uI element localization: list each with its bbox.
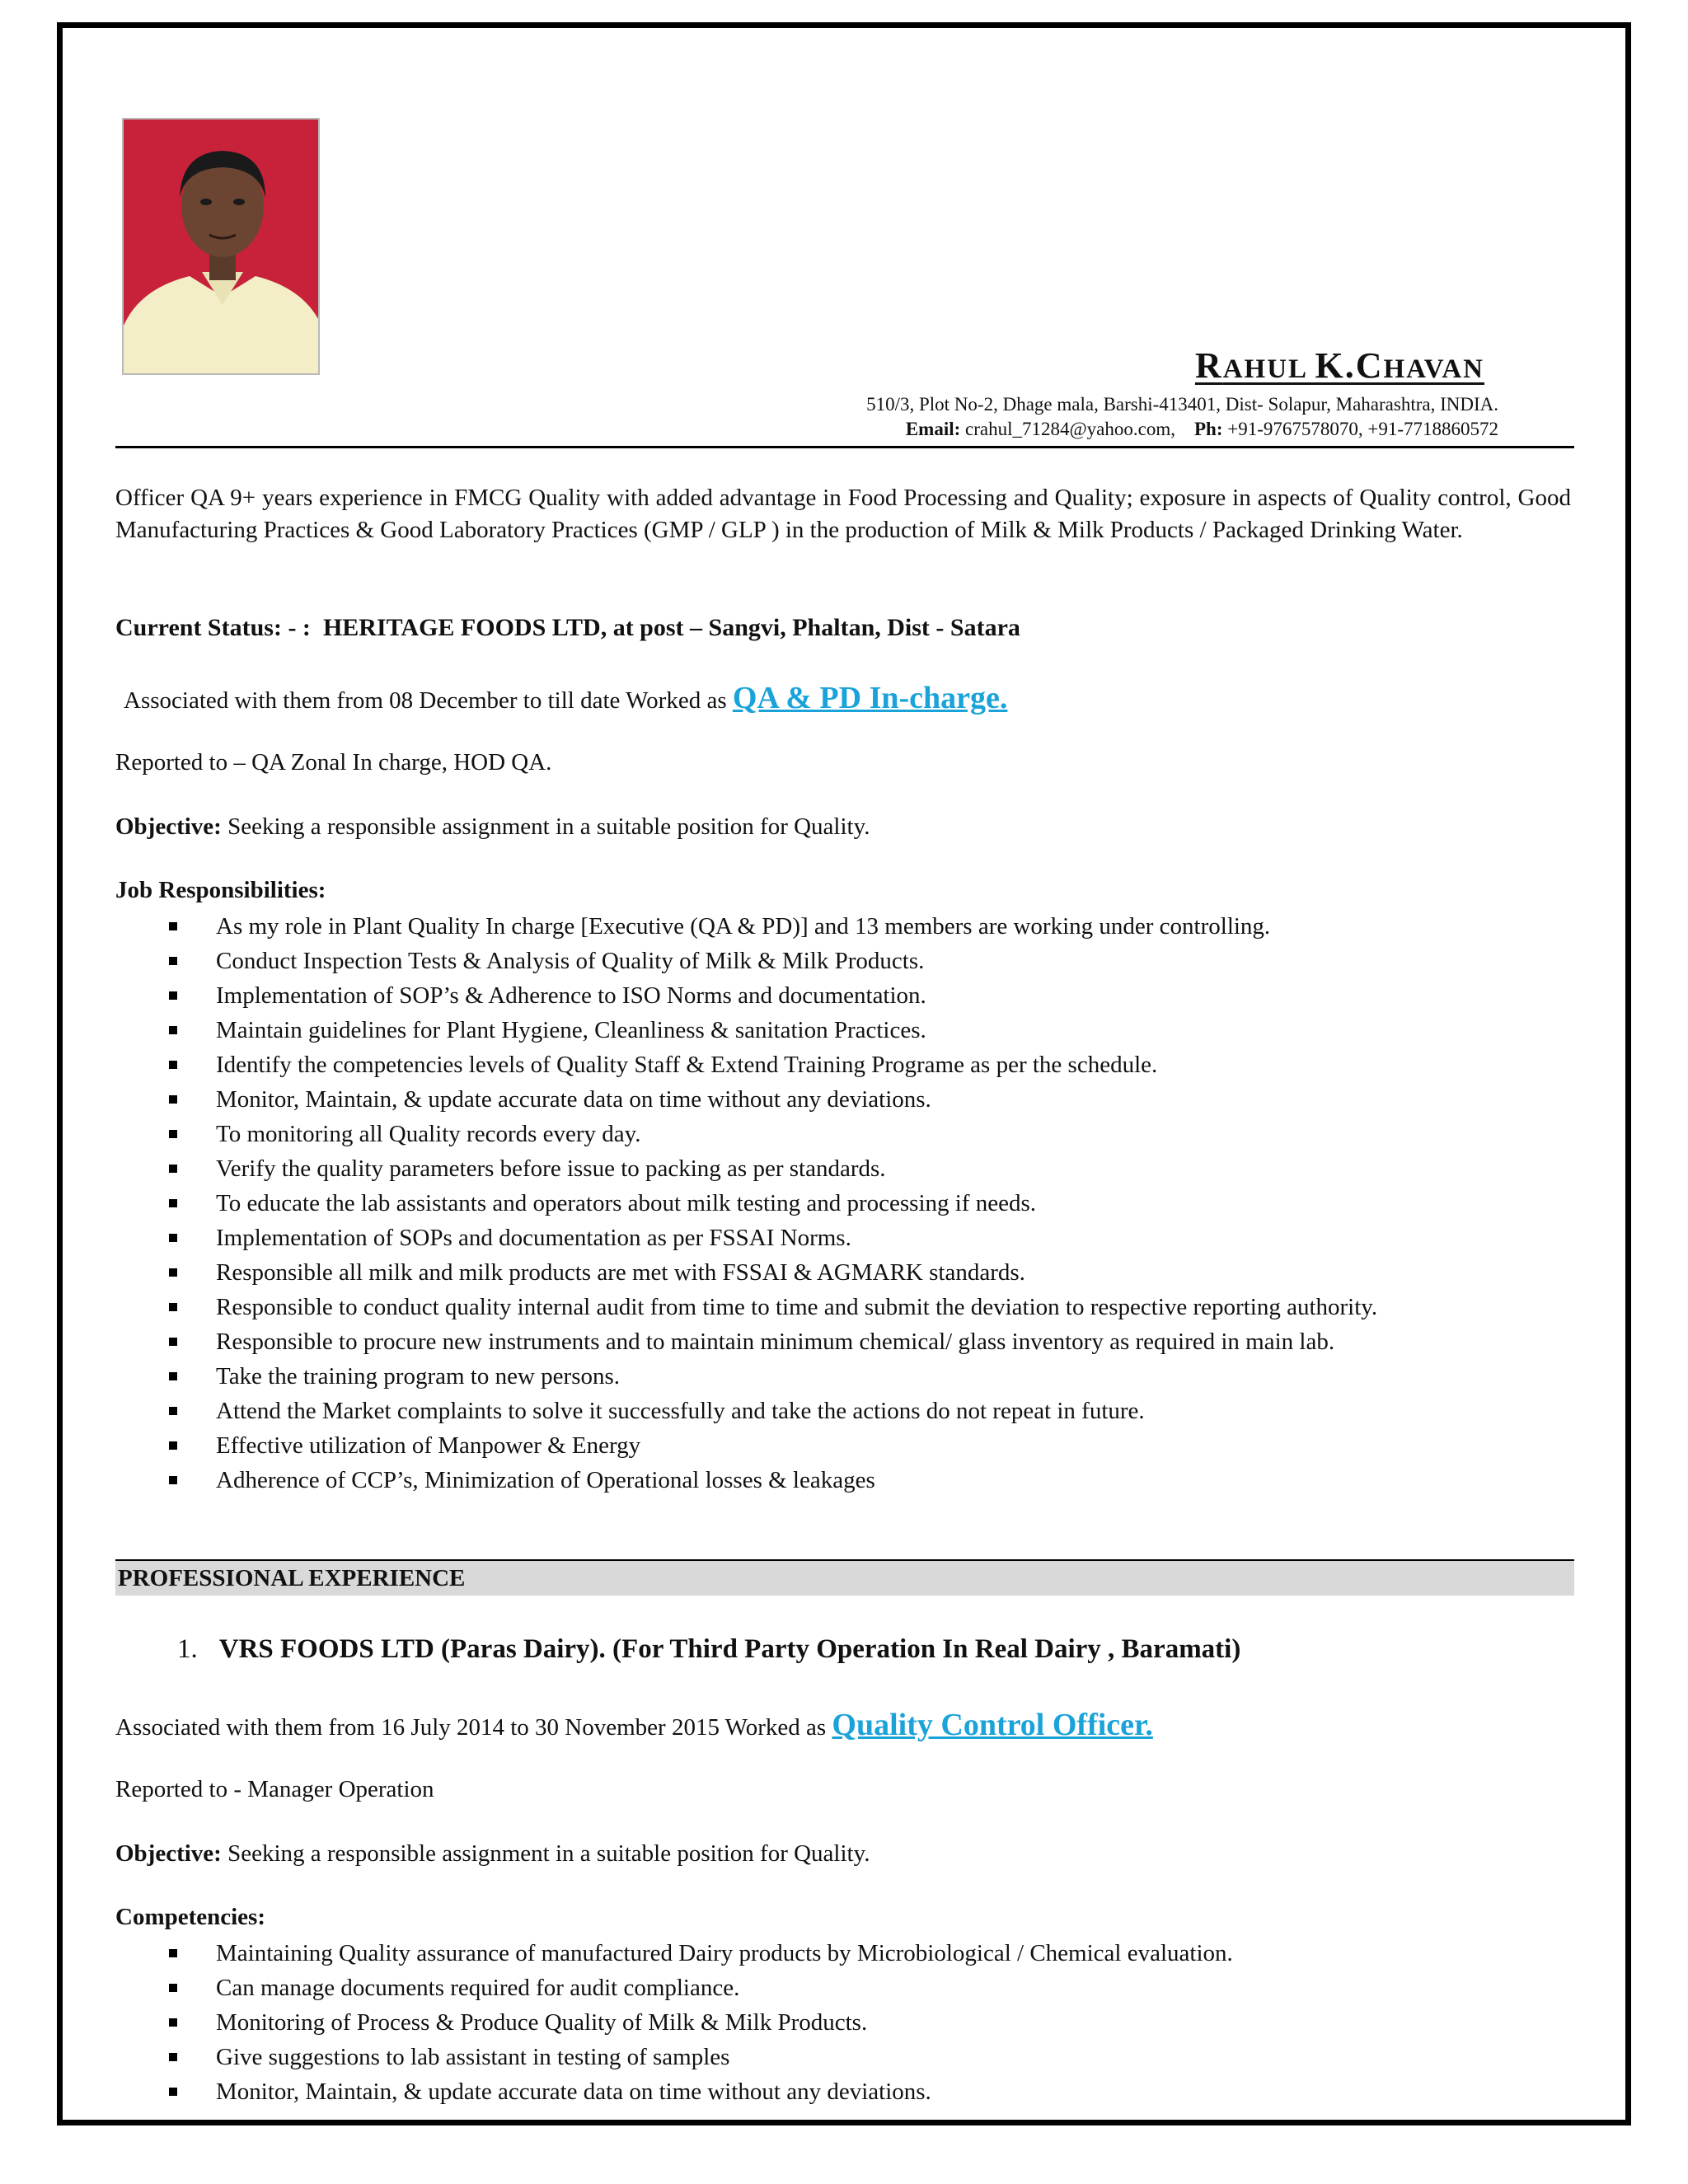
list-item: Maintain guidelines for Plant Hygiene, Cleanliness & sanitation Practices.: [169, 1013, 1377, 1047]
address: 510/3, Plot No-2, Dhage mala, Barshi-413401, Dist- Solapur, Maharashtra, INDIA.: [866, 394, 1498, 415]
bullet-icon: [169, 1165, 177, 1173]
current-objective: [115, 813, 870, 841]
bullet-icon: [169, 1095, 177, 1104]
objective-label: Objective:: [115, 1840, 222, 1867]
bullet-icon: [169, 991, 177, 1000]
bullet-icon: [169, 922, 177, 930]
list-item: Monitoring of Process & Produce Quality of Milk & Milk Products.: [169, 2005, 1233, 2040]
list-item: Monitor, Maintain, & update accurate data on time without any deviations.: [169, 2074, 1233, 2109]
list-item: Verify the quality parameters before issue to packing as per standards.: [169, 1151, 1377, 1186]
experience-objective: [115, 1840, 870, 1868]
experience-item-number: 1.: [177, 1634, 198, 1664]
bullet-icon: [169, 1441, 177, 1450]
person-portrait-icon: [124, 120, 320, 375]
experience-item-title: [177, 1634, 1240, 1665]
current-company: HERITAGE FOODS LTD, at post – Sangvi, Phaltan, Dist - Satara: [322, 614, 1020, 641]
bullet-icon: [169, 1407, 177, 1415]
list-item: Adherence of CCP’s, Minimization of Operational losses & leakages: [169, 1463, 1377, 1497]
experience-company: VRS FOODS LTD (Paras Dairy). (For Third Party Operation In Real Dairy , Baramati): [218, 1634, 1241, 1664]
bullet-icon: [169, 1234, 177, 1242]
list-item: Implementation of SOP’s & Adherence to ISO Norms and documentation.: [169, 978, 1377, 1013]
job-responsibilities-list: [169, 909, 1377, 1497]
phone-label: Ph:: [1193, 419, 1223, 439]
bullet-icon: [169, 1303, 177, 1311]
bullet-icon: [169, 1476, 177, 1484]
bullet-icon: [169, 1026, 177, 1034]
competencies-list: [169, 1936, 1233, 2109]
objective-label: Objective:: [115, 813, 222, 840]
current-status: [115, 614, 1020, 642]
list-item: Maintaining Quality assurance of manufactured Dairy products by Microbiological / Chemical evaluation.: [169, 1936, 1233, 1971]
professional-experience-heading: PROFESSIONAL EXPERIENCE: [118, 1565, 466, 1591]
contact-line: [906, 419, 1498, 440]
objective-text: Seeking a responsible assignment in a suitable position for Quality.: [227, 1840, 870, 1867]
bullet-icon: [169, 2018, 177, 2027]
bullet-icon: [169, 1268, 177, 1277]
bullet-icon: [169, 2053, 177, 2061]
experience-association-text: Associated with them from 16 July 2014 to 30 November 2015 Worked as: [115, 1714, 827, 1741]
list-item: Responsible to conduct quality internal audit from time to time and submit the deviation to respective reporting authority.: [169, 1290, 1377, 1324]
current-association: [124, 680, 1007, 716]
header-divider: [115, 446, 1574, 448]
list-item: Conduct Inspection Tests & Analysis of Quality of Milk & Milk Products.: [169, 944, 1377, 978]
candidate-name: RAHUL K.CHAVAN: [1194, 345, 1484, 386]
current-status-label: Current Status: - :: [115, 614, 311, 641]
list-item: Responsible to procure new instruments and to maintain minimum chemical/ glass inventory as required in main lab.: [169, 1324, 1377, 1359]
current-association-text: Associated with them from 08 December to till date Worked as: [124, 687, 727, 714]
job-responsibilities-heading: Job Responsibilities:: [115, 877, 326, 903]
current-reported-to: Reported to – QA Zonal In charge, HOD QA.: [115, 749, 552, 776]
email-label: Email:: [905, 419, 961, 439]
list-item: Give suggestions to lab assistant in testing of samples: [169, 2040, 1233, 2074]
list-item: Attend the Market complaints to solve it successfully and take the actions do not repeat in future.: [169, 1394, 1377, 1428]
current-role: QA & PD In-charge.: [732, 681, 1008, 715]
list-item: Monitor, Maintain, & update accurate data on time without any deviations.: [169, 1082, 1377, 1117]
bullet-icon: [169, 1199, 177, 1207]
bullet-icon: [169, 957, 177, 965]
list-item: Can manage documents required for audit compliance.: [169, 1971, 1233, 2005]
list-item: As my role in Plant Quality In charge [Executive (QA & PD)] and 13 members are working under controlling.: [169, 909, 1377, 944]
objective-text: Seeking a responsible assignment in a suitable position for Quality.: [227, 813, 870, 840]
competencies-heading: Competencies:: [115, 1904, 266, 1930]
profile-summary: Officer QA 9+ years experience in FMCG Quality with added advantage in Food Processing and Quality; exposure in aspects of Quality control, Good Manufacturing Practices & Good Laboratory Practices (GMP / GLP ) in the production of Milk & Milk Products / Packaged Drinking Water.: [115, 485, 1571, 543]
bullet-icon: [169, 1372, 177, 1380]
list-item: Responsible all milk and milk products are met with FSSAI & AGMARK standards.: [169, 1255, 1377, 1290]
experience-association: [115, 1707, 1153, 1743]
list-item: Implementation of SOPs and documentation as per FSSAI Norms.: [169, 1221, 1377, 1255]
email-address: crahul_71284@yahoo.com,: [965, 419, 1175, 439]
bullet-icon: [169, 1949, 177, 1957]
bullet-icon: [169, 2088, 177, 2096]
list-item: Effective utilization of Manpower & Energy: [169, 1428, 1377, 1463]
experience-role: Quality Control Officer.: [832, 1708, 1153, 1742]
phone-numbers: +91-9767578070, +91-7718860572: [1227, 419, 1498, 439]
experience-reported-to: Reported to - Manager Operation: [115, 1776, 434, 1802]
list-item: To educate the lab assistants and operators about milk testing and processing if needs.: [169, 1186, 1377, 1221]
bullet-icon: [169, 1984, 177, 1992]
bullet-icon: [169, 1061, 177, 1069]
bullet-icon: [169, 1130, 177, 1138]
list-item: Identify the competencies levels of Quality Staff & Extend Training Programe as per the schedule.: [169, 1047, 1377, 1082]
profile-photo: [122, 118, 320, 375]
list-item: Take the training program to new persons.: [169, 1359, 1377, 1394]
list-item: To monitoring all Quality records every day.: [169, 1117, 1377, 1151]
bullet-icon: [169, 1338, 177, 1346]
